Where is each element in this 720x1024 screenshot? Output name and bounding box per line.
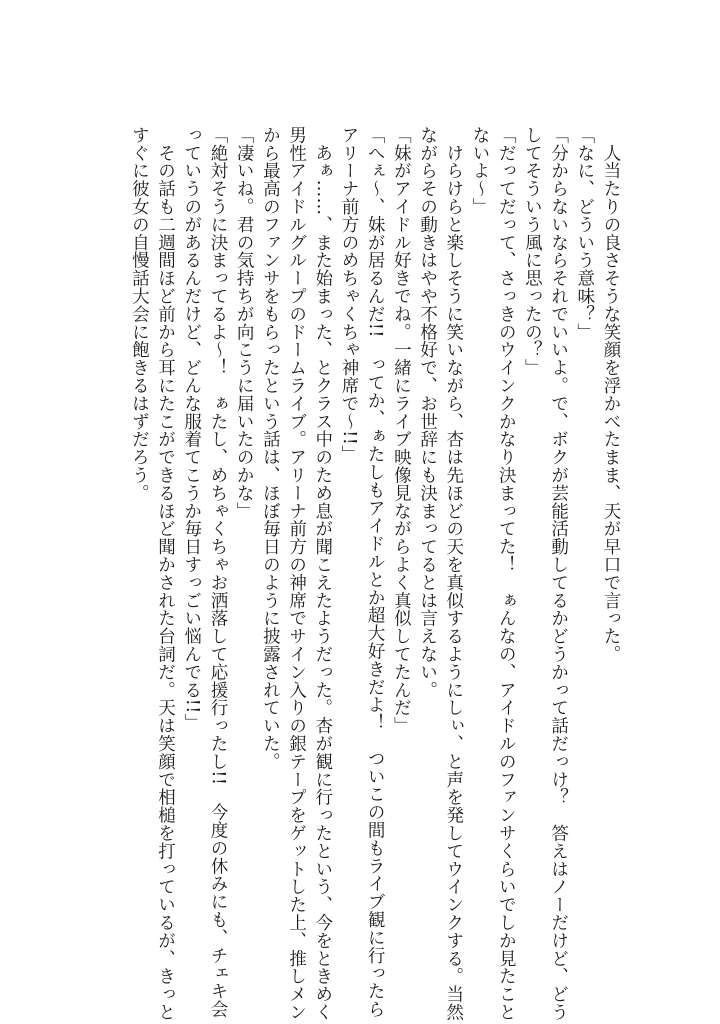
text-line: アリーナ前方のめちゃくちゃ神席で～!!」 bbox=[338, 126, 359, 464]
text-line: 「凄いね。君の気持ちが向こうに届いたのかな」 bbox=[234, 126, 255, 520]
text-line: 「絶対そうに決まってるよ～！ ぁたし、めちゃくちゃお洒落して応援行ったし!! 今度の休みにも、チェキ会 bbox=[207, 126, 228, 1018]
text-line: すぐに彼女の自慢話大会に飽きるはずだろう。 bbox=[129, 126, 150, 502]
text-line: 「なに、どういう意味？」 bbox=[574, 126, 595, 341]
text-line: から最高のファンサをもらったという話は、ほぼ毎日のように披露されていた。 bbox=[260, 126, 281, 771]
text-line: ないよ～」 bbox=[469, 126, 490, 216]
text-line: 「分からないならそれでいいよ。で、ボクが芸能活動してるかどうかって話だっけ？ 答えはノーだけど、どう bbox=[548, 126, 569, 1021]
text-line: 「妹がアイドル好きでね。一緒にライブ映像見ながらよく真似してたんだ」 bbox=[391, 126, 412, 735]
text-line: 男性アイドルグループのドームライブ。アリーナ前方の神席でサイン入りの銀テープをゲットした上、推しメン bbox=[286, 126, 307, 1021]
text-line: 「だってだって、さっきのウインクかなり決まってた！ ぁんなの、アイドルのファンサくらいでしか見たこと bbox=[496, 126, 517, 1021]
text-line: ながらその動きはやや不格好で、お世辞にも決まってるとは言えない。 bbox=[417, 126, 438, 699]
text-line: 人当たりの良さそうな笑顔を浮かべたまま、天が早口で言った。 bbox=[601, 126, 621, 663]
text-line: その話も二週間ほど前から耳にたこができるほど聞かされた台詞だ。天は笑顔で相槌を打っているが、きっと bbox=[155, 126, 176, 1021]
text-line: けらけらと楽しそうに笑いながら、杏は先ほどの天を真似するようにしぃ、と声を発してウインクする。当然 bbox=[443, 126, 464, 1021]
text-line: あぁ……、また始まった、とクラス中のため息が聞こえたようだった。杏が観に行ったという、今をときめく bbox=[312, 126, 333, 1021]
vertical-text-body bbox=[126, 126, 624, 1021]
text-line: っていうのがあるんだけど、どんな服着てこうか毎日すっごい悩んでる!!」 bbox=[181, 126, 202, 732]
text-line: 「へぇ～、妹が居るんだ!! ってか、ぁたしもアイドルとか超大好きだよ！ ついこの間もライブ観に行ったら bbox=[365, 126, 386, 1018]
text-line: してそういう風に思ったの？」 bbox=[522, 126, 543, 377]
